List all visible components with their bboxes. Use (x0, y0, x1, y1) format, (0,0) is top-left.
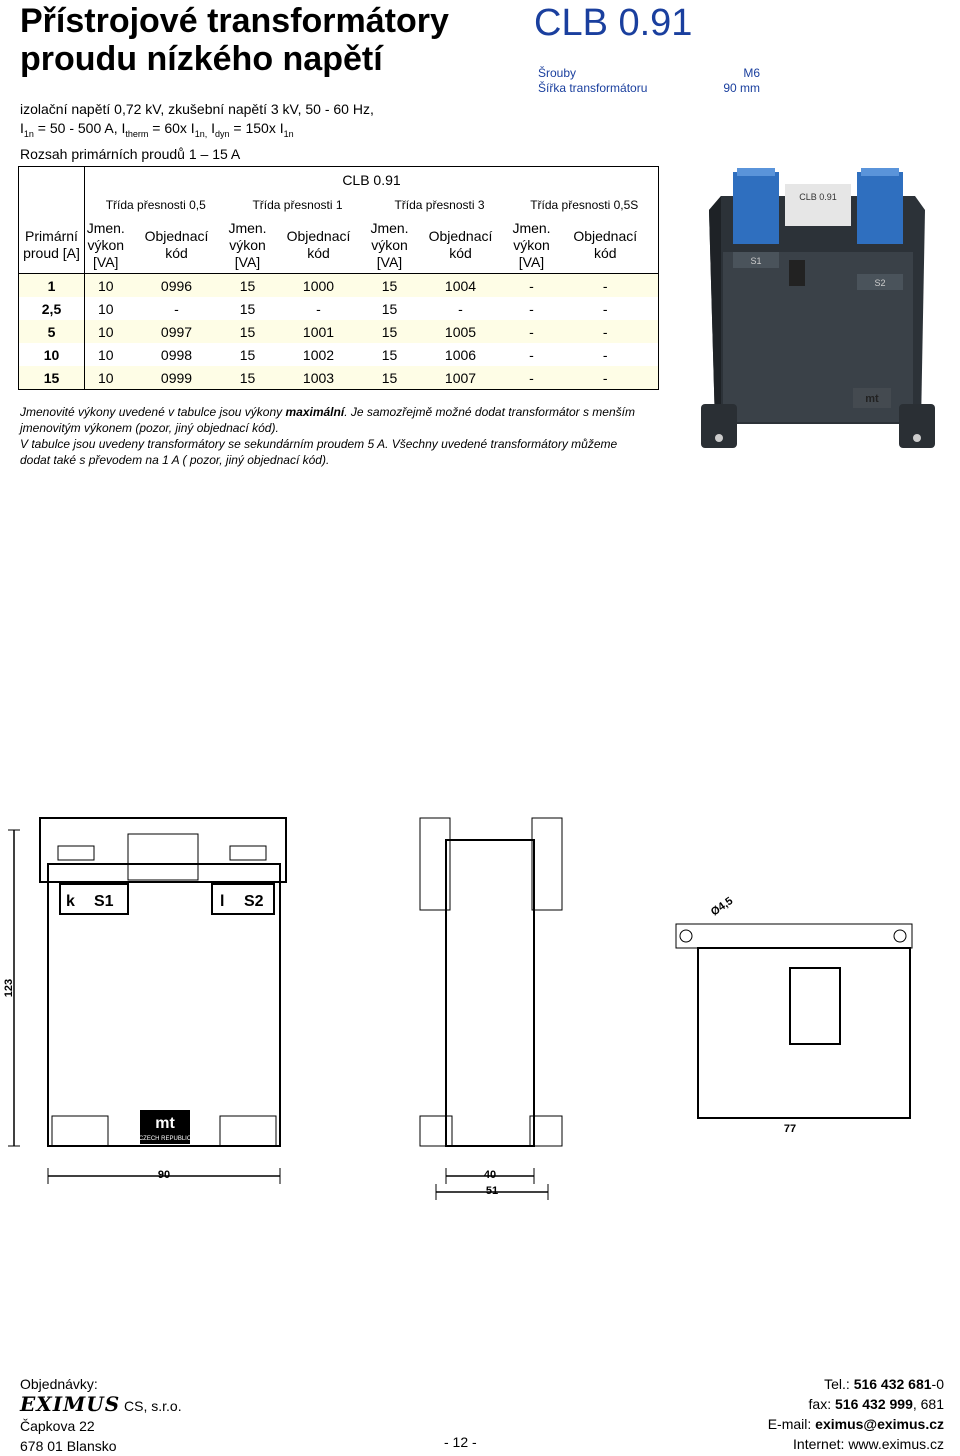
code-header (269, 217, 369, 274)
header-line: Objednací (144, 228, 209, 244)
photo-logo: mt (865, 393, 879, 405)
side-view (420, 818, 562, 1200)
drawing-logo: mt (155, 1115, 175, 1132)
header-line: [VA] (376, 253, 403, 270)
tel-label: Tel.: (824, 1376, 854, 1392)
cell-current: 5 (19, 320, 85, 343)
class-header-1: Třída přesnosti 1 (252, 198, 343, 212)
dim-side-outer: 51 (485, 1185, 499, 1197)
text-i: I (121, 120, 126, 136)
power-header (227, 217, 269, 274)
text-eq2: = 60x I (148, 120, 195, 136)
sub-dyn: dyn (214, 128, 230, 139)
photo-label-left: S1 (750, 256, 762, 266)
header-line: výkon (371, 236, 408, 253)
cell: 0999 (127, 366, 227, 390)
header-line: proud [A] (23, 245, 80, 261)
cell: - (511, 320, 553, 343)
table-caption: CLB 0.91 (85, 167, 659, 194)
cell: - (511, 297, 553, 320)
code-header (127, 217, 227, 274)
orders-label: Objednávky: (20, 1376, 98, 1392)
cell: - (511, 343, 553, 366)
cell: 1006 (411, 343, 511, 366)
cell: 10 (85, 366, 127, 390)
email-line (768, 1414, 944, 1434)
cell: - (269, 297, 369, 320)
header-line: kód (307, 245, 330, 261)
spec-label-width: Šířka transformátoru (538, 81, 648, 95)
spec-labels (538, 66, 647, 96)
header-line: kód (449, 245, 472, 261)
drawing-logo-caption: CZECH REPUBLIC (138, 1136, 192, 1142)
fax-value: 516 432 999 (835, 1396, 913, 1412)
cell: 10 (85, 274, 127, 298)
notes (20, 404, 648, 468)
photo-label-top: CLB 0.91 (799, 192, 837, 202)
title-line-1: Přístrojové transformátory (20, 2, 449, 40)
model-heading: CLB 0.91 (534, 2, 693, 44)
cell-current: 10 (19, 343, 85, 366)
sub-1n: 1n (283, 128, 294, 139)
cell: 1001 (269, 320, 369, 343)
page-number: - 12 - (444, 1434, 477, 1450)
cell: 0998 (127, 343, 227, 366)
city: 678 01 Blansko (20, 1438, 117, 1454)
cell: 15 (369, 343, 411, 366)
spec-label-screws: Šrouby (538, 66, 577, 80)
note-text: Jmenovité výkony uvedené v tabulce jsou výkony (20, 405, 286, 419)
cell: 15 (227, 297, 269, 320)
header-line: Jmen. (228, 219, 267, 236)
cell-current: 1 (19, 274, 85, 298)
tel-suffix: -0 (931, 1376, 944, 1392)
web-label: Internet: (793, 1436, 849, 1452)
technical-drawing (0, 800, 960, 1210)
fax-label: fax: (808, 1396, 835, 1412)
spec-value-screws: M6 (743, 66, 760, 80)
sub-1n: 1n, (194, 128, 208, 139)
cell: - (127, 297, 227, 320)
cell: 0997 (127, 320, 227, 343)
order-table (18, 166, 659, 390)
cell: 10 (85, 320, 127, 343)
text-i: I (20, 120, 24, 136)
web-link[interactable]: www.eximus.cz (848, 1436, 944, 1452)
tel-value: 516 432 681 (853, 1376, 932, 1392)
table-row (19, 274, 659, 298)
header-line: kód (165, 245, 188, 261)
header-line: Jmen. (370, 219, 409, 236)
note-emphasis: maximální (285, 405, 345, 419)
ratings-line-1: izolační napětí 0,72 kV, zkušební napětí 3 kV, 50 - 60 Hz, (20, 101, 374, 117)
note-1 (20, 404, 648, 436)
cell: - (553, 343, 659, 366)
bracket-view (676, 895, 912, 1135)
cell: 15 (227, 343, 269, 366)
sub-1n: 1n (23, 128, 34, 139)
table-row (19, 320, 659, 343)
cell: 15 (369, 320, 411, 343)
product-photo (693, 156, 943, 456)
cell: 1005 (411, 320, 511, 343)
dim-side-inner: 40 (483, 1169, 497, 1181)
cell: 1007 (411, 366, 511, 390)
header-line: Objednací (428, 228, 493, 244)
code-header (553, 217, 659, 274)
header-line: výkon (513, 236, 550, 253)
cell: 15 (369, 366, 411, 390)
dim-hole: Ø4,5 (708, 894, 736, 919)
cell: - (553, 274, 659, 298)
power-header (85, 217, 127, 274)
web-line (768, 1434, 944, 1454)
power-header (369, 217, 411, 274)
cell: 15 (369, 297, 411, 320)
header-line: Objednací (573, 228, 638, 244)
terminal-s2: S2 (244, 893, 264, 910)
text-eq3: = 150x I (229, 120, 284, 136)
title-line-2: proudu nízkého napětí (20, 40, 383, 78)
text-i: I (207, 120, 215, 136)
primary-current-header (19, 217, 85, 274)
cell: - (553, 320, 659, 343)
cell: 1004 (411, 274, 511, 298)
table-row (19, 366, 659, 390)
footer-company (20, 1374, 182, 1456)
cell: - (411, 297, 511, 320)
power-header (511, 217, 553, 274)
cell: - (553, 366, 659, 390)
dim-bracket: 77 (783, 1123, 797, 1135)
ratings-line-2 (20, 119, 374, 144)
cell: 10 (85, 297, 127, 320)
sub-therm: therm (125, 128, 149, 139)
class-header-3: Třída přesnosti 0,5S (511, 193, 659, 217)
dim-width-front: 90 (157, 1169, 171, 1181)
header-line: Jmen. (86, 219, 125, 236)
cell: - (511, 274, 553, 298)
note-text: . Je samozřejmě možné dodat transformátor s menším jmenovitým výkonem (pozor, jiný objednací kód). (20, 405, 635, 435)
front-view (3, 818, 286, 1184)
header-line: [VA] (518, 253, 545, 270)
terminal-s1: S1 (94, 893, 114, 910)
spec-value-width: 90 mm (723, 81, 760, 95)
email-link[interactable]: eximus@eximus.cz (815, 1416, 944, 1432)
photo-label-right: S2 (874, 278, 886, 288)
header-line: výkon (87, 236, 125, 253)
text-eq1: = 50 - 500 A, (33, 120, 122, 136)
code-header (411, 217, 511, 274)
cell: 1003 (269, 366, 369, 390)
company-suffix: CS, s.r.o. (120, 1398, 182, 1414)
header-line: výkon (229, 236, 266, 253)
page-title (20, 2, 449, 78)
fax-suffix: , 681 (912, 1396, 944, 1412)
header-line: Jmen. (512, 219, 551, 236)
header-line: kód (593, 245, 617, 261)
cell-current: 15 (19, 366, 85, 390)
cell: 15 (227, 366, 269, 390)
table-row (19, 297, 659, 320)
cell: 15 (227, 320, 269, 343)
terminal-k: k (66, 893, 75, 910)
note-2: V tabulce jsou uvedeny transformátory se sekundárním proudem 5 A. Všechny uvedené transformátory můžeme dodat také s převodem na 1 A ( pozor, jiný objednací kód). (20, 437, 618, 467)
header-line: Objednací (286, 228, 351, 244)
header-line: [VA] (93, 253, 119, 270)
cell-current: 2,5 (19, 297, 85, 320)
company-name (20, 1394, 182, 1416)
dim-height: 123 (3, 978, 15, 998)
cell: 1002 (269, 343, 369, 366)
cell: 0996 (127, 274, 227, 298)
cell: 10 (85, 343, 127, 366)
cell: - (553, 297, 659, 320)
cell: 15 (227, 274, 269, 298)
company-logo: EXIMUS (20, 1392, 121, 1416)
footer-contacts (768, 1374, 944, 1454)
fax-line (768, 1394, 944, 1414)
cell: - (511, 366, 553, 390)
ratings-text (20, 100, 374, 144)
cell: 15 (369, 274, 411, 298)
class-header-0: Třída přesnosti 0,5 (105, 198, 206, 212)
current-range: Rozsah primárních proudů 1 – 15 A (20, 146, 241, 162)
cell: 1000 (269, 274, 369, 298)
class-header-2: Třída přesnosti 3 (394, 198, 485, 212)
street: Čapkova 22 (20, 1418, 95, 1434)
terminal-l: l (220, 893, 225, 910)
tel-line (768, 1374, 944, 1394)
header-line: Primární (25, 228, 78, 244)
email-label: E-mail: (767, 1416, 816, 1432)
spec-values (700, 66, 760, 96)
header-line: [VA] (234, 253, 261, 270)
table-row (19, 343, 659, 366)
